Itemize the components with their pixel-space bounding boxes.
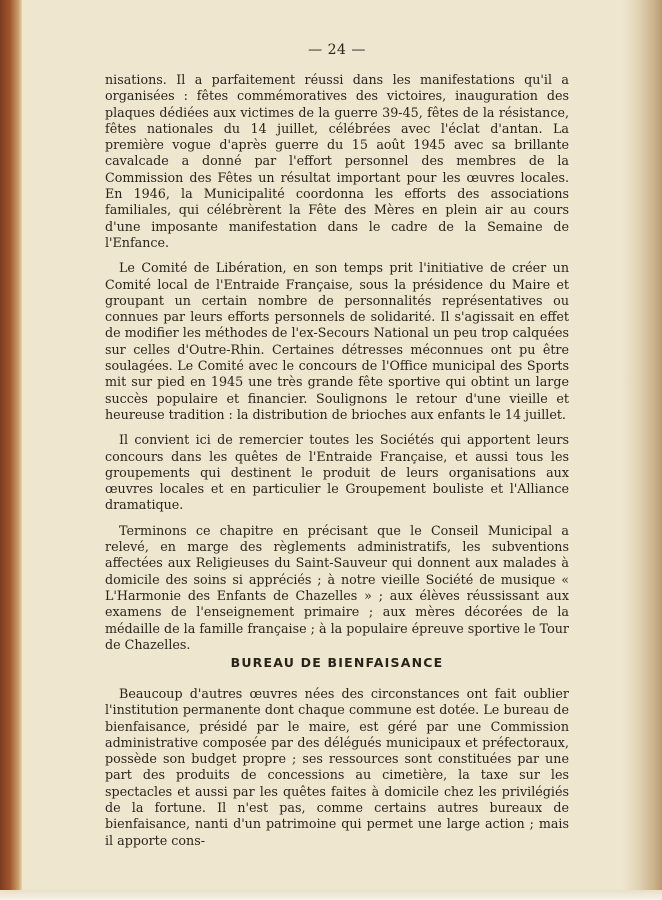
paragraph-bienfaisance: Beaucoup d'autres œuvres nées des circonstances ont fait oublier l'institution permanente dont chaque commune est dotée. Le bureau de bienfaisance, présidé par le maire, est géré par une Commission administrative composée par des délégués municipaux et préfectoraux, possède son budget propre ; ses ressources sont constituées par une part des produits de concessions au cimetière, la taxe sur les spectacles et aussi par les quêtes faites à domicile chez les privilégiés de la fortune. Il n'est pas, comme certains autres bureaux de bienfaisance, nanti d'un patrimoine qui permet une large action ; mais il apporte cons- bbox=[105, 686, 569, 848]
page-binding-edge bbox=[0, 0, 22, 900]
paragraph-subventions: Terminons ce chapitre en précisant que le Conseil Municipal a relevé, en marge des règlements administratifs, les subventions affectées aux Religieuses du Saint-Sauveur qui donnent aux malades à domicile des soins si appréciés ; à notre vieille Société de musique « L'Harmonie des Enfants de Chazelles » ; aux élèves réussissant aux examens de l'enseignement primaire ; aux mères décorées de la médaille de la famille française ; à la populaire épreuve sportive le Tour de Chazelles. bbox=[105, 522, 569, 652]
paragraph-entraide: Le Comité de Libération, en son temps prit l'initiative de créer un Comité local de l'Entraide Française, sous la présidence du Maire et groupant un certain nombre de personnalités représentatives ou connues par leurs efforts personnels de solidarité. Il s'agissait en effet de modifier les méthodes de l'ex-Secours National un peu trop calquées sur celles d'Outre-Rhin. Certaines détresses méconnues ont pu être soulagées. Le Comité avec le concours de l'Office municipal des Sports mit sur pied en 1945 une très grande fête sportive qui obtint un large succès populaire et financier. Soulignons le retour d'une vieille et heureuse tradition : la distribution de brioches aux enfants le 14 juillet. bbox=[105, 260, 569, 422]
paragraph-festivities: nisations. Il a parfaitement réussi dans les manifestations qu'il a organisées : fêtes commémoratives des victoires, inauguration des plaques dédiées aux victimes de la guerre 39-45, fêtes de la résistance, fêtes nationales du 14 juillet, célébrées avec l'éclat d'antan. La première vogue d'après guerre du 15 août 1945 avec sa brillante cavalcade a donné par l'effort personnel des membres de la Commission des Fêtes un résultat important pour les œuvres locales. En 1946, la Municipalité coordonna les efforts des associations familiales, qui célébrèrent la Fête des Mères en plein air au cours d'une imposante manifestation dans le cadre de la Semaine de l'Enfance. bbox=[105, 72, 569, 250]
section-heading: BUREAU DE BIENFAISANCE bbox=[230, 655, 444, 670]
page-number: — 24 — bbox=[308, 42, 366, 58]
main-text-block bbox=[105, 72, 569, 662]
document-page bbox=[105, 0, 569, 900]
paragraph-thanks: Il convient ici de remercier toutes les Sociétés qui apportent leurs concours dans les quêtes de l'Entraide Française, et aussi tous les groupements qui destinent le produit de leurs organisations aux œuvres locales et en particulier le Groupement bouliste et l'Alliance dramatique. bbox=[105, 432, 569, 513]
page-right-edge bbox=[622, 0, 662, 900]
section-text-block bbox=[105, 686, 569, 849]
